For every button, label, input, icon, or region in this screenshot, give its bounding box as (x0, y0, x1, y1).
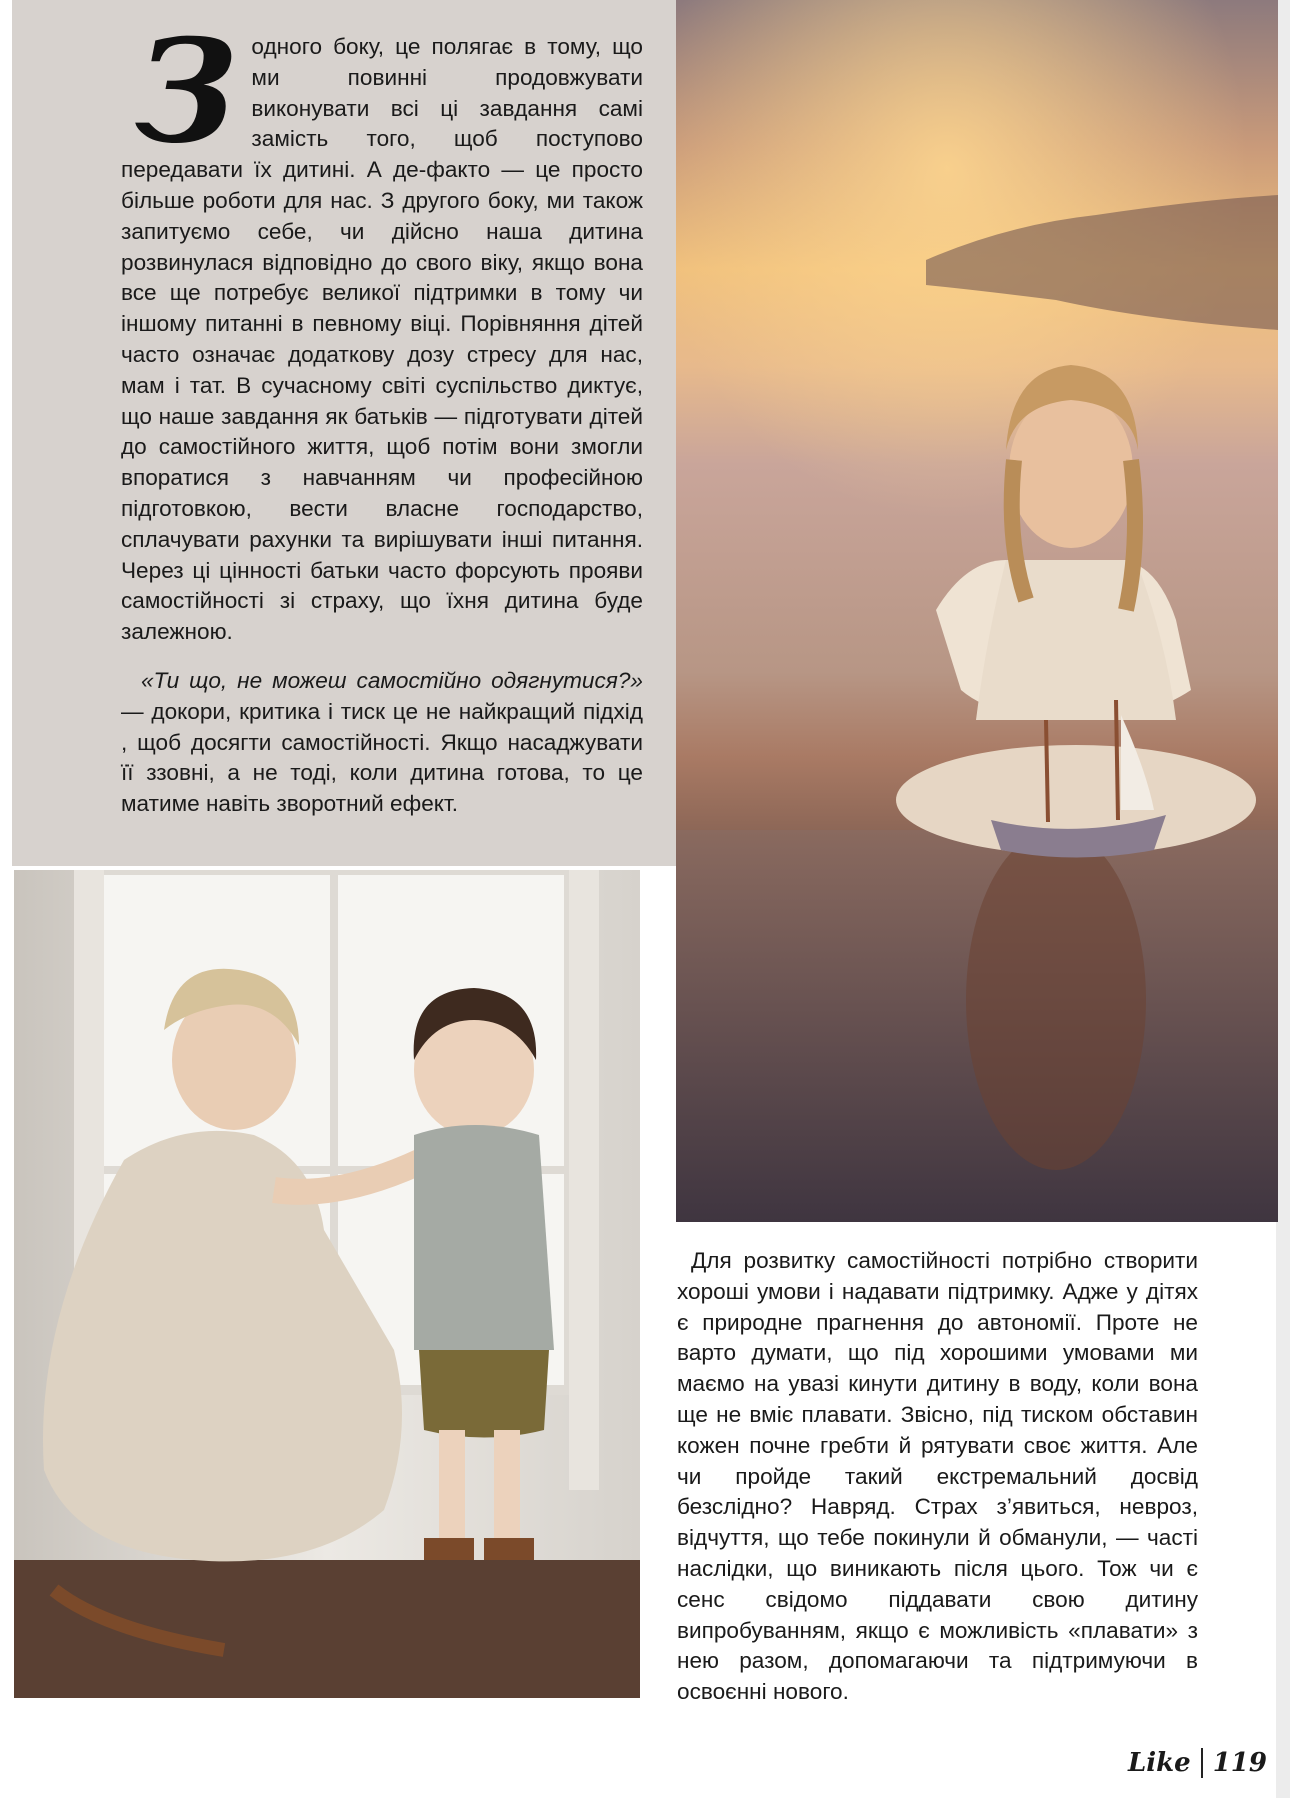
footer-divider (1201, 1748, 1203, 1778)
photo-mother-and-child (12, 868, 642, 1700)
article-closing (677, 1246, 1198, 1708)
quote-continuation: — докори, критика і тиск це не найкращий підхід , щоб досягти самостійності. Якщо насаджувати її ззовні, а не тоді, коли дитина готова, то це матиме навіть зворотний ефект. (121, 698, 643, 817)
page-footer (1128, 1748, 1267, 1778)
quote-paragraph (121, 666, 643, 820)
closing-paragraph: Для розвитку самостійності потрібно створити хороші умови і надавати підтримку. Адже у дітях є природне прагнення до автономії. Проте не варто думати, що під хорошими умовами ми маємо на увазі кинути дитину в воду, коли вона ще не вміє плавати. Звісно, під тиском обставин кожен почне гребти й рятувати своє життя. Але чи пройде такий екстремальний досвід безслідно? Навряд. Страх з’явиться, невроз, відчуття, що тебе покинули й обманули, — часті наслідки, що виникають після цього. Тож чи є сенс свідомо піддавати свою дитину випробуванням, якщо є можливість «плавати» з нею разом, допомагаючи та підтримуючи в освоєнні нового. (677, 1248, 1198, 1705)
page-number: 119 (1212, 1748, 1267, 1778)
page-edge (1276, 0, 1290, 1798)
intro-text: одного боку, це полягає в тому, що ми повинні продовжувати виконувати всі ці завдання самі замість того, щоб поступово передавати їх дитині. А де-факто — це просто більше роботи для нас. З другого боку, ми також запитуємо себе, чи дійсно наша дитина розвинулася відповідно до свого віку, якщо вона все ще потребує великої підтримки в тому чи іншому питанні в певному віці. Порівняння дітей часто означає додаткову дозу стресу для нас, мам і тат. В сучасному світі суспільство диктує, що наше завдання як батьків — підготувати дітей до самостійного життя, щоб потім вони змогли впоратися з навчанням чи професійною підготовкою, вести власне господарство, сплачувати рахунки та вирішувати інші питання. Через ці цінності батьки часто форсують прояви самостійності зі страху, що їхня дитина буде залежною. (121, 34, 643, 645)
drop-cap: З (135, 9, 238, 175)
pull-quote: «Ти що, не можеш самостійно одягнутися?» (140, 667, 643, 693)
photo-girl-with-boat (676, 0, 1278, 1222)
article-intro (121, 9, 643, 820)
magazine-logo: Like (1128, 1748, 1191, 1778)
